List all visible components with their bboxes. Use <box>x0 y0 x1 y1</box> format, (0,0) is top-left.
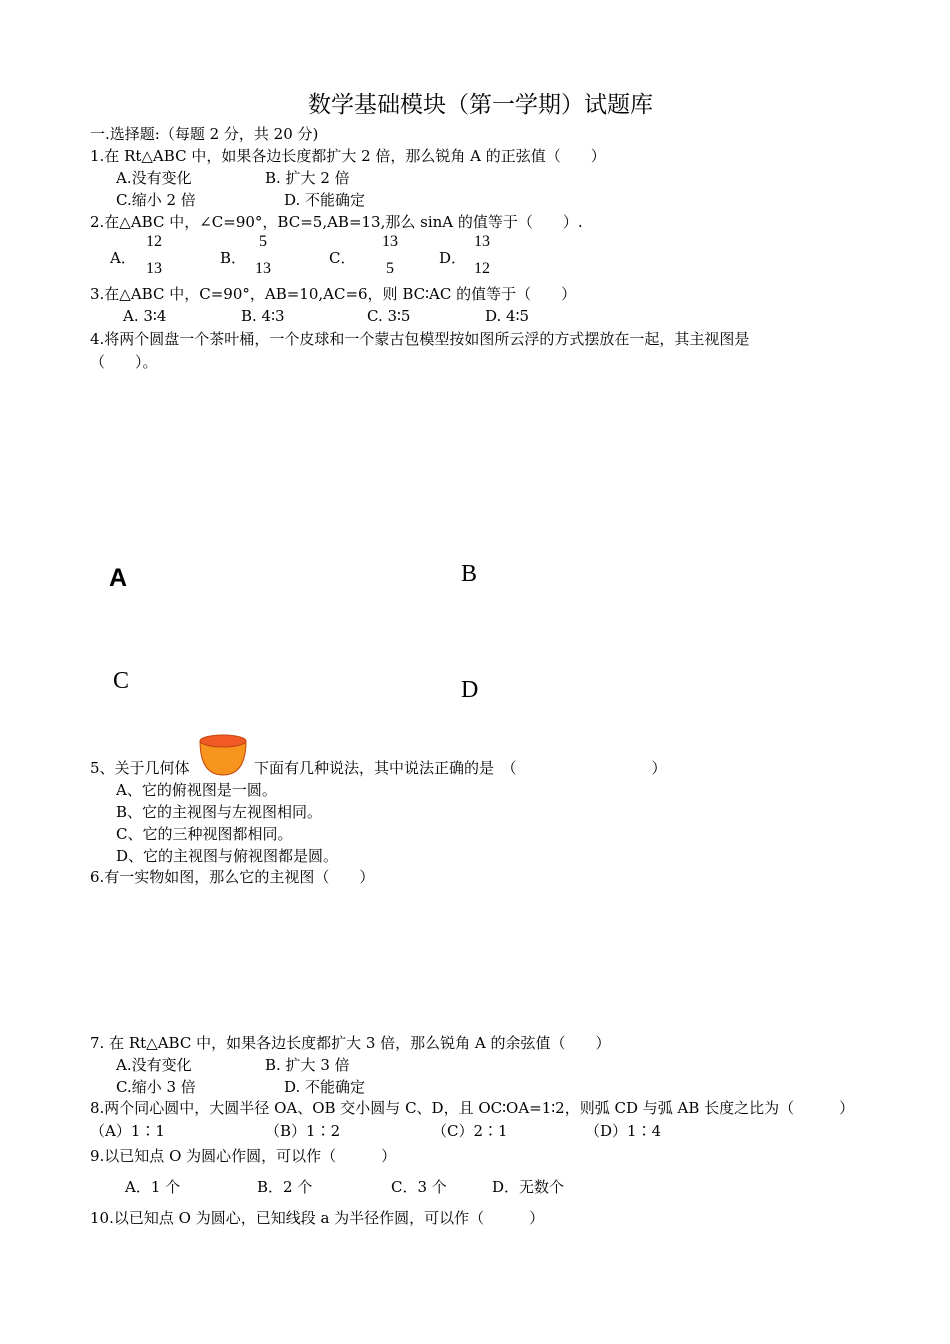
q3-option-d: D. 4∶5 <box>485 307 530 325</box>
q8-option-a: （A）1∶1 <box>90 1122 165 1140</box>
q2-c-numerator: 13 <box>382 233 398 250</box>
q1-option-a: A.没有变化 <box>116 169 192 187</box>
q2-stem: 2.在△ABC 中，∠C=90°，BC=5,AB=13,那么 sinA 的值等于（ ）. <box>90 213 583 231</box>
q9-stem: 9.以已知点 O 为圆心作圆，可以作（ ） <box>90 1147 397 1165</box>
q7-option-c: C.缩小 3 倍 <box>116 1078 196 1096</box>
q2-label-a: A． <box>110 249 136 267</box>
q10-stem: 10.以已知点 O 为圆心，已知线段 a 为半径作圆，可以作（ ） <box>90 1209 545 1227</box>
q4-option-d: D <box>461 677 479 703</box>
q5-stem-end: 下面有几种说法，其中说法正确的是 （ ） <box>254 759 667 777</box>
q1-option-b: B. 扩大 2 倍 <box>265 169 350 187</box>
q2-b-numerator: 5 <box>259 233 267 250</box>
q2-d-denominator: 12 <box>474 260 490 277</box>
q9-option-b: B．2 个 <box>257 1178 313 1196</box>
section-header: 一.选择题:（每题 2 分，共 20 分) <box>90 125 319 143</box>
q7-stem: 7. 在 Rt△ABC 中，如果各边长度都扩大 3 倍，那么锐角 A 的余弦值（ ） <box>90 1034 611 1052</box>
q9-option-a: A．1 个 <box>125 1178 181 1196</box>
q3-option-b: B. 4∶3 <box>241 307 285 325</box>
q9-option-d: D．无数个 <box>492 1178 565 1196</box>
q3-stem: 3.在△ABC 中，C=90°，AB=10,AC=6，则 BC∶AC 的值等于（ ） <box>90 285 577 303</box>
q4-stem: 4.将两个圆盘一个茶叶桶，一个皮球和一个蒙古包模型按如图所云浮的方式摆放在一起，其主视图是 <box>90 330 750 348</box>
q7-option-b: B. 扩大 3 倍 <box>265 1056 350 1074</box>
bowl-solid-image <box>198 731 248 777</box>
q2-c-denominator: 5 <box>386 260 394 277</box>
q8-stem: 8.两个同心圆中，大圆半径 OA、OB 交小圆与 C、D，且 OC∶OA=1∶2，则弧 CD 与弧 AB 长度之比为（ ） <box>90 1099 855 1117</box>
q8-option-d: （D）1∶4 <box>585 1122 662 1140</box>
q5-stem-start: 5、关于几何体 <box>90 759 190 777</box>
q2-d-numerator: 13 <box>474 233 490 250</box>
q2-label-d: D． <box>439 249 467 267</box>
q8-option-c: （C）2∶1 <box>432 1122 508 1140</box>
q1-option-d: D. 不能确定 <box>284 191 366 209</box>
q8-option-b: （B）1∶2 <box>265 1122 341 1140</box>
q1-option-c: C.缩小 2 倍 <box>116 191 196 209</box>
q2-a-denominator: 13 <box>146 260 162 277</box>
q2-label-c: C． <box>329 249 356 267</box>
page-title: 数学基础模块（第一学期）试题库 <box>308 92 653 118</box>
q5-option-b: B、它的主视图与左视图相同。 <box>116 803 323 821</box>
q2-label-b: B． <box>220 249 247 267</box>
q7-option-d: D. 不能确定 <box>284 1078 366 1096</box>
q5-option-c: C、它的三种视图都相同。 <box>116 825 293 843</box>
q9-option-c: C．3 个 <box>391 1178 447 1196</box>
q3-option-a: A. 3∶4 <box>123 307 167 325</box>
q2-b-denominator: 13 <box>255 260 271 277</box>
q6-stem: 6.有一实物如图，那么它的主视图（ ） <box>90 868 375 886</box>
q7-option-a: A.没有变化 <box>116 1056 192 1074</box>
q5-option-a: A、它的俯视图是一圆。 <box>116 781 277 799</box>
q4-paren: （ ）。 <box>90 353 158 371</box>
q5-option-d: D、它的主视图与俯视图都是圆。 <box>116 847 339 865</box>
q4-option-b: B <box>461 561 478 587</box>
q4-option-a: A <box>109 564 128 592</box>
q4-option-c: C <box>113 668 130 694</box>
q1-stem: 1.在 Rt△ABC 中，如果各边长度都扩大 2 倍，那么锐角 A 的正弦值（ ） <box>90 147 606 165</box>
q2-a-numerator: 12 <box>146 233 162 250</box>
q3-option-c: C. 3∶5 <box>367 307 411 325</box>
